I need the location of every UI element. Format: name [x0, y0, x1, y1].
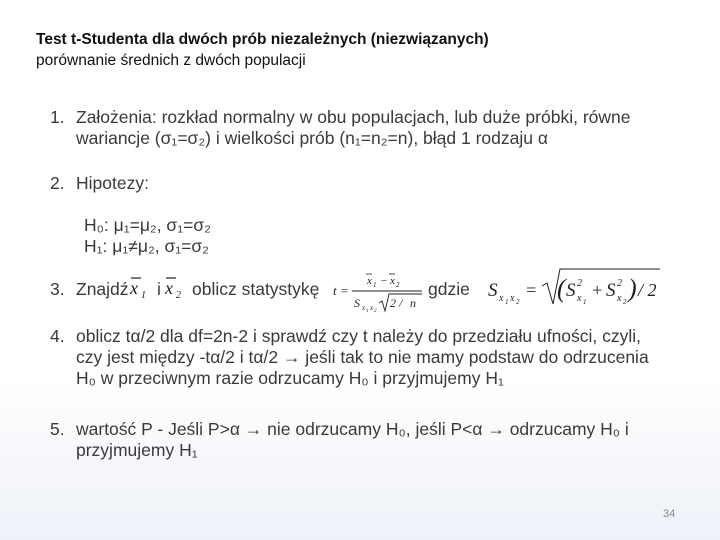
svg-text:n: n: [410, 296, 416, 310]
svg-text:2: 2: [516, 298, 520, 306]
svg-text:1: 1: [505, 298, 509, 306]
svg-text:x: x: [165, 278, 173, 298]
svg-text:2: 2: [374, 309, 377, 314]
list-number: 4.: [50, 326, 65, 346]
svg-text:x: x: [577, 293, 582, 304]
list-text-line2: czy jest między -tα/2 i tα/2 → jeśli tak to nie mamy podstaw do odrzucenia: [76, 347, 649, 367]
svg-text:t =: t =: [333, 283, 349, 298]
list-number: 1.: [50, 107, 65, 127]
svg-text:/ 2: / 2: [638, 280, 657, 300]
svg-text:2: 2: [577, 278, 582, 289]
svg-text:−: −: [380, 275, 388, 287]
xbar2-symbol: [163, 274, 189, 304]
svg-text:1: 1: [366, 309, 369, 314]
svg-text:2: 2: [623, 298, 627, 306]
list-text: Założenia: rozkład normalny w obu populacjach, lub duże próbki, równe: [76, 107, 631, 127]
list-text-i: i: [157, 279, 161, 299]
svg-text:+: +: [591, 280, 604, 300]
hypothesis-h1: H₁: μ₁≠μ₂, σ₁=σ₂: [84, 236, 209, 256]
svg-text:x: x: [362, 304, 366, 312]
list-text-line2: wariancje (σ₁=σ₂) i wielkości prób (n₁=n₂=n), błąd 1 rodzaju α: [76, 128, 548, 148]
list-text-gdzie: gdzie: [428, 279, 470, 299]
svg-text:x: x: [510, 293, 515, 304]
xbar1-symbol: [128, 274, 154, 304]
pooled-sd-formula: [480, 264, 670, 310]
svg-text:S: S: [354, 296, 360, 310]
svg-text:S: S: [566, 280, 576, 301]
svg-text:2: 2: [176, 290, 181, 301]
list-number: 2.: [50, 173, 65, 193]
svg-text:S: S: [606, 280, 616, 301]
svg-text:S: S: [488, 280, 498, 301]
list-text: wartość P - Jeśli P>α → nie odrzucamy H₀, jeśli P<α → odrzucamy H₀ i: [76, 419, 629, 439]
svg-text:x: x: [617, 293, 622, 304]
svg-text:(: (: [557, 274, 566, 303]
list-text: Hipotezy:: [76, 173, 149, 193]
svg-text:2: 2: [396, 281, 400, 289]
list-text-b: oblicz statystykę: [192, 279, 320, 299]
svg-text:x: x: [370, 304, 374, 312]
list-text-line3: H₀ w przeciwnym razie odrzucamy H₀ i przyjmujemy H₁: [76, 368, 504, 388]
svg-text:x: x: [499, 293, 504, 304]
list-text: Znajdź: [76, 279, 129, 299]
svg-text:1: 1: [141, 290, 146, 301]
svg-text:1: 1: [583, 298, 587, 306]
svg-text:2: 2: [617, 278, 622, 289]
svg-text:x: x: [367, 275, 372, 287]
page-number: 34: [663, 508, 676, 520]
svg-text:1: 1: [373, 281, 377, 289]
svg-text:2 /: 2 /: [390, 296, 403, 310]
svg-text:): ): [628, 274, 637, 303]
slide-title: Test t-Studenta dla dwóch prób niezależnych (niezwiązanych): [36, 31, 489, 48]
svg-text:x: x: [390, 275, 395, 287]
list-number: 5.: [50, 419, 65, 439]
t-statistic-formula: [330, 270, 430, 316]
hypothesis-h0: H₀: μ₁=μ₂, σ₁=σ₂: [84, 215, 211, 235]
svg-text:=: =: [525, 280, 538, 300]
list-number: 3.: [50, 279, 65, 299]
svg-text:x: x: [130, 278, 138, 298]
list-text: oblicz tα/2 dla df=2n-2 i sprawdź czy t należy do przedziału ufności, czyli,: [76, 326, 642, 346]
slide-subtitle: porównanie średnich z dwóch populacji: [36, 52, 306, 69]
list-text-line2: przyjmujemy H₁: [76, 440, 198, 460]
